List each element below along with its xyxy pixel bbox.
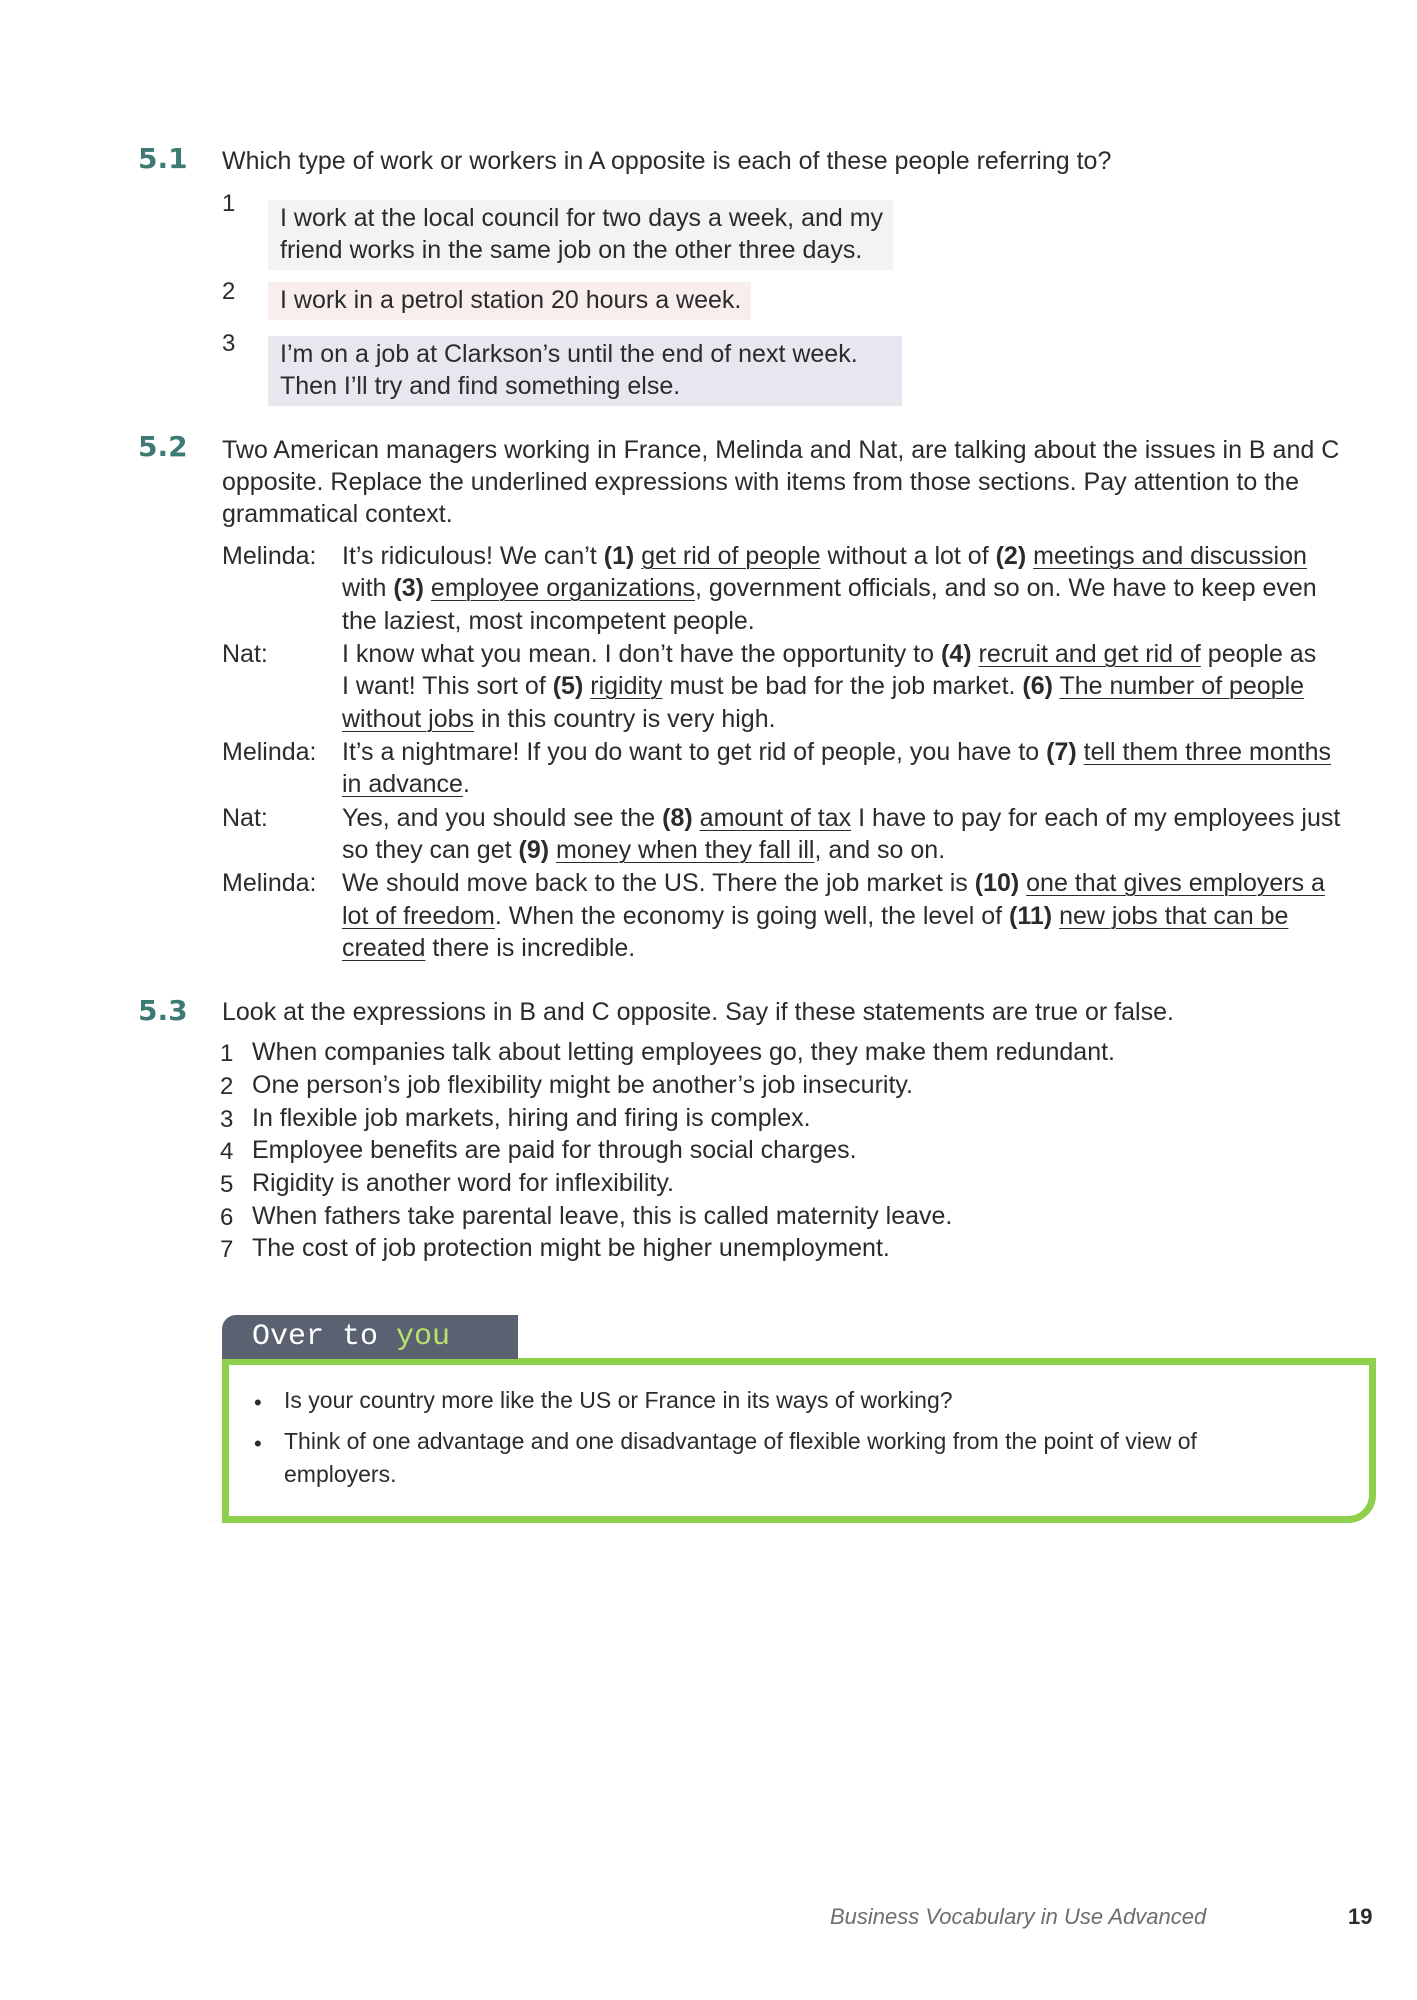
- book-title: Business Vocabulary in Use Advanced: [830, 1904, 1207, 1929]
- speaker-label: Melinda:: [222, 542, 317, 570]
- dialogue-line: created there is incredible.: [342, 934, 636, 962]
- speaker-label: Nat:: [222, 804, 268, 832]
- quote-line: friend works in the same job on the other three days.: [280, 236, 863, 264]
- item-number: 7: [220, 1236, 234, 1263]
- statement: In flexible job markets, hiring and firing is complex.: [252, 1104, 811, 1132]
- statement: The cost of job protection might be higher unemployment.: [252, 1234, 890, 1262]
- dialogue-line: with (3) employee organizations, government officials, and so on. We have to keep even: [342, 574, 1317, 602]
- dialogue-line: the laziest, most incompetent people.: [342, 607, 755, 635]
- speech-quote: [268, 336, 902, 406]
- instruction-line: opposite. Replace the underlined expressions with items from those sections. Pay attention to the: [222, 468, 1299, 496]
- quote-line: I work at the local council for two days a week, and my: [280, 204, 884, 232]
- page-number: 19: [1348, 1904, 1373, 1929]
- dialogue-line: lot of freedom. When the economy is going well, the level of (11) new jobs that can be: [342, 902, 1289, 930]
- exercise-number: 5.1: [138, 142, 188, 175]
- item-number: 5: [220, 1171, 234, 1198]
- item-number: 3: [220, 1106, 234, 1133]
- speaker-label: Nat:: [222, 640, 268, 668]
- speech-quote: [268, 200, 893, 270]
- item-number: 6: [220, 1204, 234, 1231]
- quote-line: I work in a petrol station 20 hours a week.: [280, 286, 742, 314]
- speaker-label: Melinda:: [222, 869, 317, 897]
- statement: Rigidity is another word for inflexibility.: [252, 1169, 674, 1197]
- exercise-question: Look at the expressions in B and C opposite. Say if these statements are true or false.: [222, 998, 1174, 1026]
- statement: When fathers take parental leave, this is called maternity leave.: [252, 1202, 953, 1230]
- bullet-icon: •: [254, 1431, 262, 1456]
- item-number: 1: [222, 190, 236, 217]
- bullet-text: Think of one advantage and one disadvantage of flexible working from the point of view of employers.: [284, 1428, 1197, 1487]
- item-number: 2: [222, 278, 236, 305]
- dialogue-line: I know what you mean. I don’t have the opportunity to (4) recruit and get rid of people as: [342, 640, 1317, 668]
- bullet-text: Is your country more like the US or France in its ways of working?: [284, 1387, 953, 1413]
- dialogue-line: without jobs in this country is very high.: [342, 705, 776, 733]
- item-number: 1: [220, 1040, 234, 1067]
- statement: One person’s job flexibility might be another’s job insecurity.: [252, 1071, 913, 1099]
- dialogue-line: I want! This sort of (5) rigidity must be bad for the job market. (6) The number of people: [342, 672, 1305, 700]
- exercise-number: 5.2: [138, 430, 188, 463]
- instruction-line: grammatical context.: [222, 500, 453, 528]
- statement: Employee benefits are paid for through social charges.: [252, 1136, 857, 1164]
- statement: When companies talk about letting employees go, they make them redundant.: [252, 1038, 1116, 1066]
- bullet-icon: •: [254, 1390, 262, 1415]
- quote-line: I’m on a job at Clarkson’s until the end of next week.: [280, 340, 858, 368]
- dialogue-line: so they can get (9) money when they fall ill, and so on.: [342, 836, 946, 864]
- over-to-you-title: Over to you: [222, 1315, 518, 1359]
- item-number: 3: [222, 330, 236, 357]
- exercise-question: Which type of work or workers in A opposite is each of these people referring to?: [222, 147, 1112, 175]
- dialogue-line: It’s ridiculous! We can’t (1) get rid of people without a lot of (2) meetings and discussion: [342, 542, 1307, 570]
- speaker-label: Melinda:: [222, 738, 317, 766]
- instruction-line: Two American managers working in France, Melinda and Nat, are talking about the issues in B and C: [222, 436, 1340, 464]
- item-number: 4: [220, 1138, 234, 1165]
- quote-line: Then I’ll try and find something else.: [280, 372, 681, 400]
- dialogue-line: It’s a nightmare! If you do want to get rid of people, you have to (7) tell them three months: [342, 738, 1331, 766]
- dialogue-line: in advance.: [342, 770, 470, 798]
- speech-quote: [268, 282, 751, 320]
- dialogue-line: We should move back to the US. There the job market is (10) one that gives employers a: [342, 869, 1325, 897]
- dialogue-line: Yes, and you should see the (8) amount of tax I have to pay for each of my employees just: [342, 804, 1341, 832]
- exercise-number: 5.3: [138, 994, 188, 1027]
- item-number: 2: [220, 1073, 234, 1100]
